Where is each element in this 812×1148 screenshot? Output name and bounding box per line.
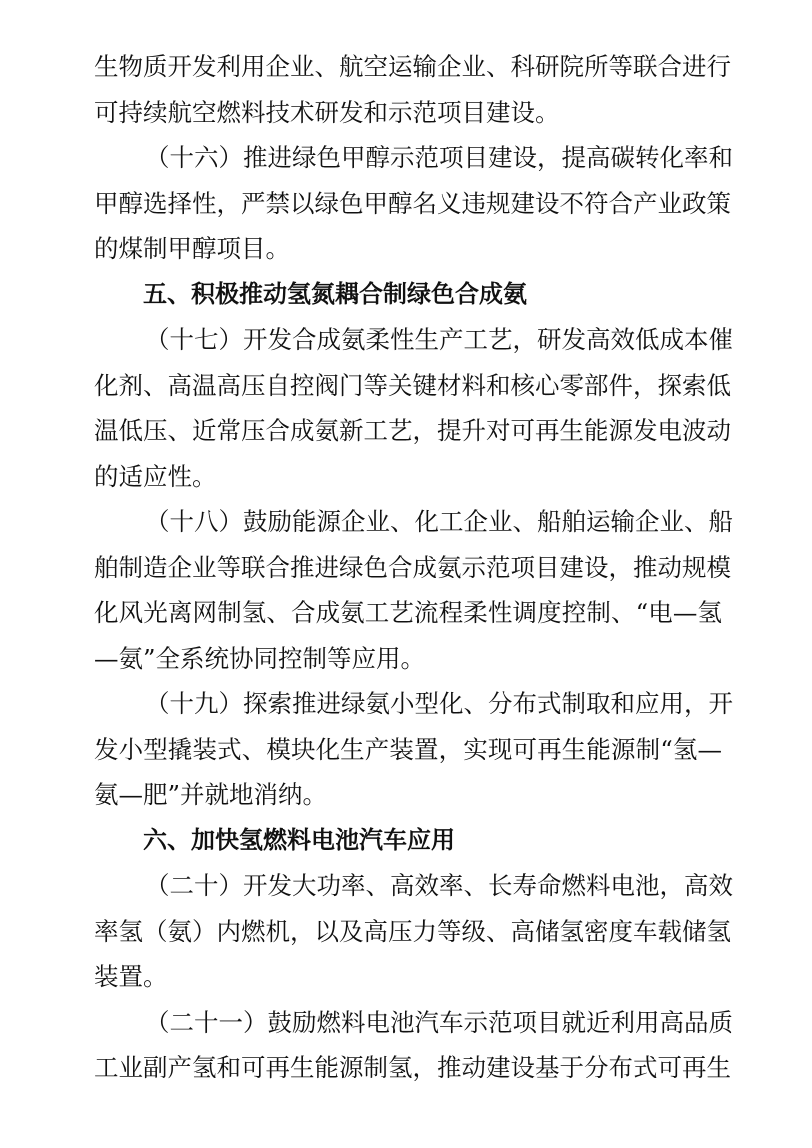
text-line: 率氢（氨）内燃机，以及高压力等级、高储氢密度车载储氢 (94, 916, 731, 946)
text-line: 可持续航空燃料技术研发和示范项目建设。 (94, 97, 560, 127)
paragraph-18-start: （十八）鼓励能源企业、化工企业、船舶运输企业、船 (145, 507, 733, 536)
text-line: 氨—肥”并就地消纳。 (94, 780, 328, 809)
section-heading-5: 五、积极推动氢氮耦合制绿色合成氨 (143, 279, 527, 308)
paragraph-21-start: （二十一）鼓励燃料电池汽车示范项目就近利用高品质 (145, 1007, 733, 1037)
text-line: —氨”全系统协同控制等应用。 (94, 643, 426, 673)
text-line: 甲醇选择性，严禁以绿色甲醇名义违规建设不符合产业政策 (94, 188, 731, 218)
text-line: 装置。 (94, 962, 168, 991)
text-line: 生物质开发利用企业、航空运输企业、科研院所等联合进行 (94, 52, 731, 81)
text-line: 的适应性。 (94, 461, 217, 491)
document-page (94, 44, 733, 1091)
text-line: 舶制造企业等联合推进绿色合成氨示范项目建设，推动规模 (94, 552, 731, 582)
paragraph-16-start: （十六）推进绿色甲醇示范项目建设，提高碳转化率和 (145, 143, 733, 172)
paragraph-19-start: （十九）探索推进绿氨小型化、分布式制取和应用，开 (145, 689, 733, 718)
paragraph-17-start: （十七）开发合成氨柔性生产工艺，研发高效低成本催 (145, 325, 733, 354)
text-line: 温低压、近常压合成氨新工艺，提升对可再生能源发电波动 (94, 416, 731, 445)
text-line: 的煤制甲醇项目。 (94, 234, 290, 263)
text-line: 化风光离网制氢、合成氨工艺流程柔性调度控制、“电—氢 (94, 598, 722, 627)
text-line: 工业副产氢和可再生能源制氢，推动建设基于分布式可再生 (94, 1053, 731, 1082)
text-line: 化剂、高温高压自控阀门等关键材料和核心零部件，探索低 (94, 370, 731, 400)
text-line: 发小型撬装式、模块化生产装置，实现可再生能源制“氢— (94, 734, 722, 764)
paragraph-20-start: （二十）开发大功率、高效率、长寿命燃料电池，高效 (145, 871, 733, 900)
section-heading-6: 六、加快氢燃料电池汽车应用 (143, 825, 455, 854)
